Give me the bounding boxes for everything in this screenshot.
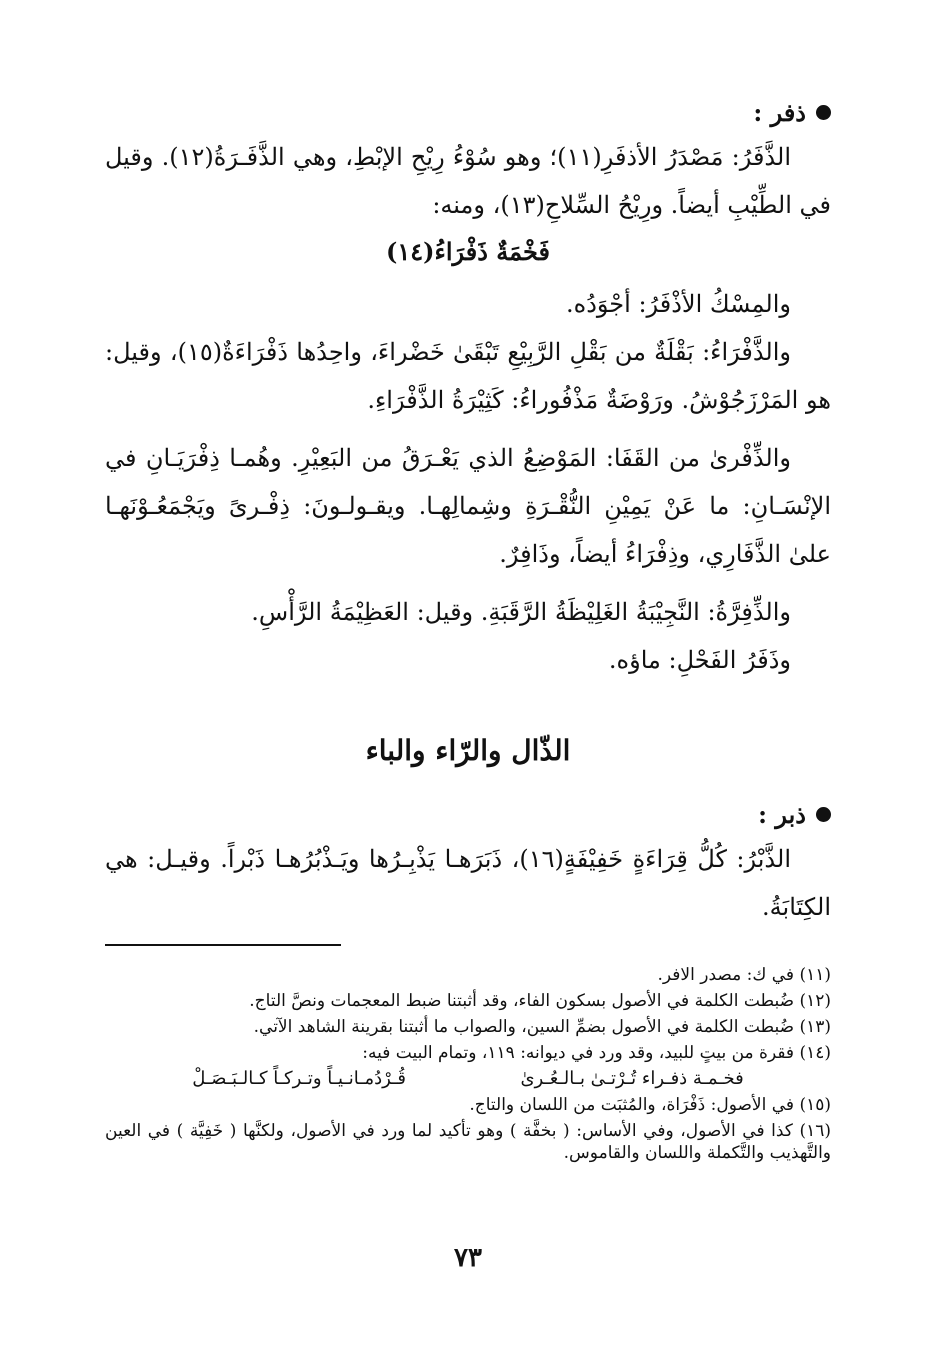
definition-paragraph: والذَّفْرَاءُ: بَقْلَةٌ من بَقْلِ الرَّبِيْعِ تَبْقَىٰ خَضْراءَ، واحِدُها ذَفْرَاءَةٌ(١٥)، وقيل: هو المَرْزَجُوْشُ. ورَوْضَةٌ مَذْفُوراءُ: كَثِيْرَةُ الذَّفْرَاءِ. (105, 338, 831, 414)
footnote: (١٥) في الأصول: ذَفْرَاة، والمُثبَت من اللسان والتاج. (469, 1095, 831, 1115)
footnote: (١٤) فقرة من بيتٍ للبيد، وقد ورد في ديوانه: ١١٩، وتمام البيت فيه: (362, 1043, 831, 1063)
definition-paragraph: والذِّفِرَّةُ: النَّجِيْبَةُ الغَلِيْظَةُ الرَّقَبَةِ. وقيل: العَظِيْمَةُ الرَّأْسِ. (251, 598, 791, 626)
page-number: ٧٣ (454, 1243, 482, 1273)
entry-heading (105, 98, 831, 127)
bullet-icon (816, 105, 831, 120)
footnote: (١٢) ضُبطت الكلمة في الأصول بسكون الفاء، وقد أثبتنا ضبط المعجمات ونصَّ التاج. (249, 991, 831, 1011)
entry-headword: ذفر : (753, 98, 806, 127)
section-title: الذّال والرّاء والباء (365, 734, 571, 767)
footnote: (١١) في ك: مصدر الافر. (657, 965, 831, 985)
definition-paragraph: والذِّفْرىٰ من القَفَا: المَوْضِعُ الذي يَعْـرَقُ من البَعِيْرِ. وهُمـا ذِفْرَيَـانِ في الإنْسَـانِ: ما عَنْ يَمِيْنِ النُّقْـرَةِ وشِمالِهـا. ويقـولـونَ: ذِفْـرىً ويَجْمَعُـوْنَهـا علىٰ الذَّفَارِي، وذِفْرَاءُ أيضاً، وذَافِرٌ. (105, 444, 831, 568)
entry-heading (105, 800, 831, 829)
footnote-verse (105, 1068, 831, 1090)
verse-hemistich: قُـرْدُمـانـيـاً وتـركـاً كـالـبَـصَـلْ (192, 1068, 406, 1089)
bullet-icon (816, 807, 831, 822)
entry-dhabar (105, 800, 831, 931)
definition-paragraph: والمِسْكُ الأذْفَرُ: أجْوَدُه. (566, 290, 791, 318)
definition-paragraph: وذَفَرُ الفَحْلِ: ماؤه. (608, 646, 791, 674)
entry-headword: ذبر : (758, 800, 806, 829)
footnote: (١٣) ضُبطت الكلمة في الأصول بضمِّ السين، والصواب ما أثبتنا بقرينة الشاهد الآتي. (253, 1017, 831, 1037)
definition-paragraph: الذَّبْرُ: كُلُّ قِرَاءَةٍ خَفِيْفَةٍ(١٦)، ذَبَرَهـا يَذْبِـرُها ويَـذْبُرُهـا ذَبْراً. وقيـل: هي الكِتَابَةُ. (105, 845, 831, 921)
verse-hemistich: فخـمـة ذفـراء تُـرْتـىٰ بـالـعُـرىٰ (520, 1068, 744, 1089)
poetry-quote: فَخْمَةٌ ذَفْرَاءُ(١٤) (386, 237, 550, 266)
footnotes (105, 964, 831, 1168)
footnote-divider (105, 944, 341, 946)
footnote: (١٦) كذا في الأصول، وفي الأساس: ( بخفَّة ) وهو تأكيد لما ورد في الأصول، ولكنَّها ( خَفِيَّة ) في العين والتَّهذيب والتَّكملة واللسان والقاموس. (105, 1121, 831, 1163)
definition-paragraph: الذَّفَرُ: مَصْدَرُ الأذفَرِ(١١)؛ وهو سُوْءُ رِيْحِ الإبْطِ، وهي الذَّفَـرَةُ(١٢). وقيل في الطِّيْبِ أيضاً. ورِيْحُ السِّلاحِ(١٣)، ومنه: (105, 143, 831, 219)
entry-dhafar (105, 98, 831, 684)
